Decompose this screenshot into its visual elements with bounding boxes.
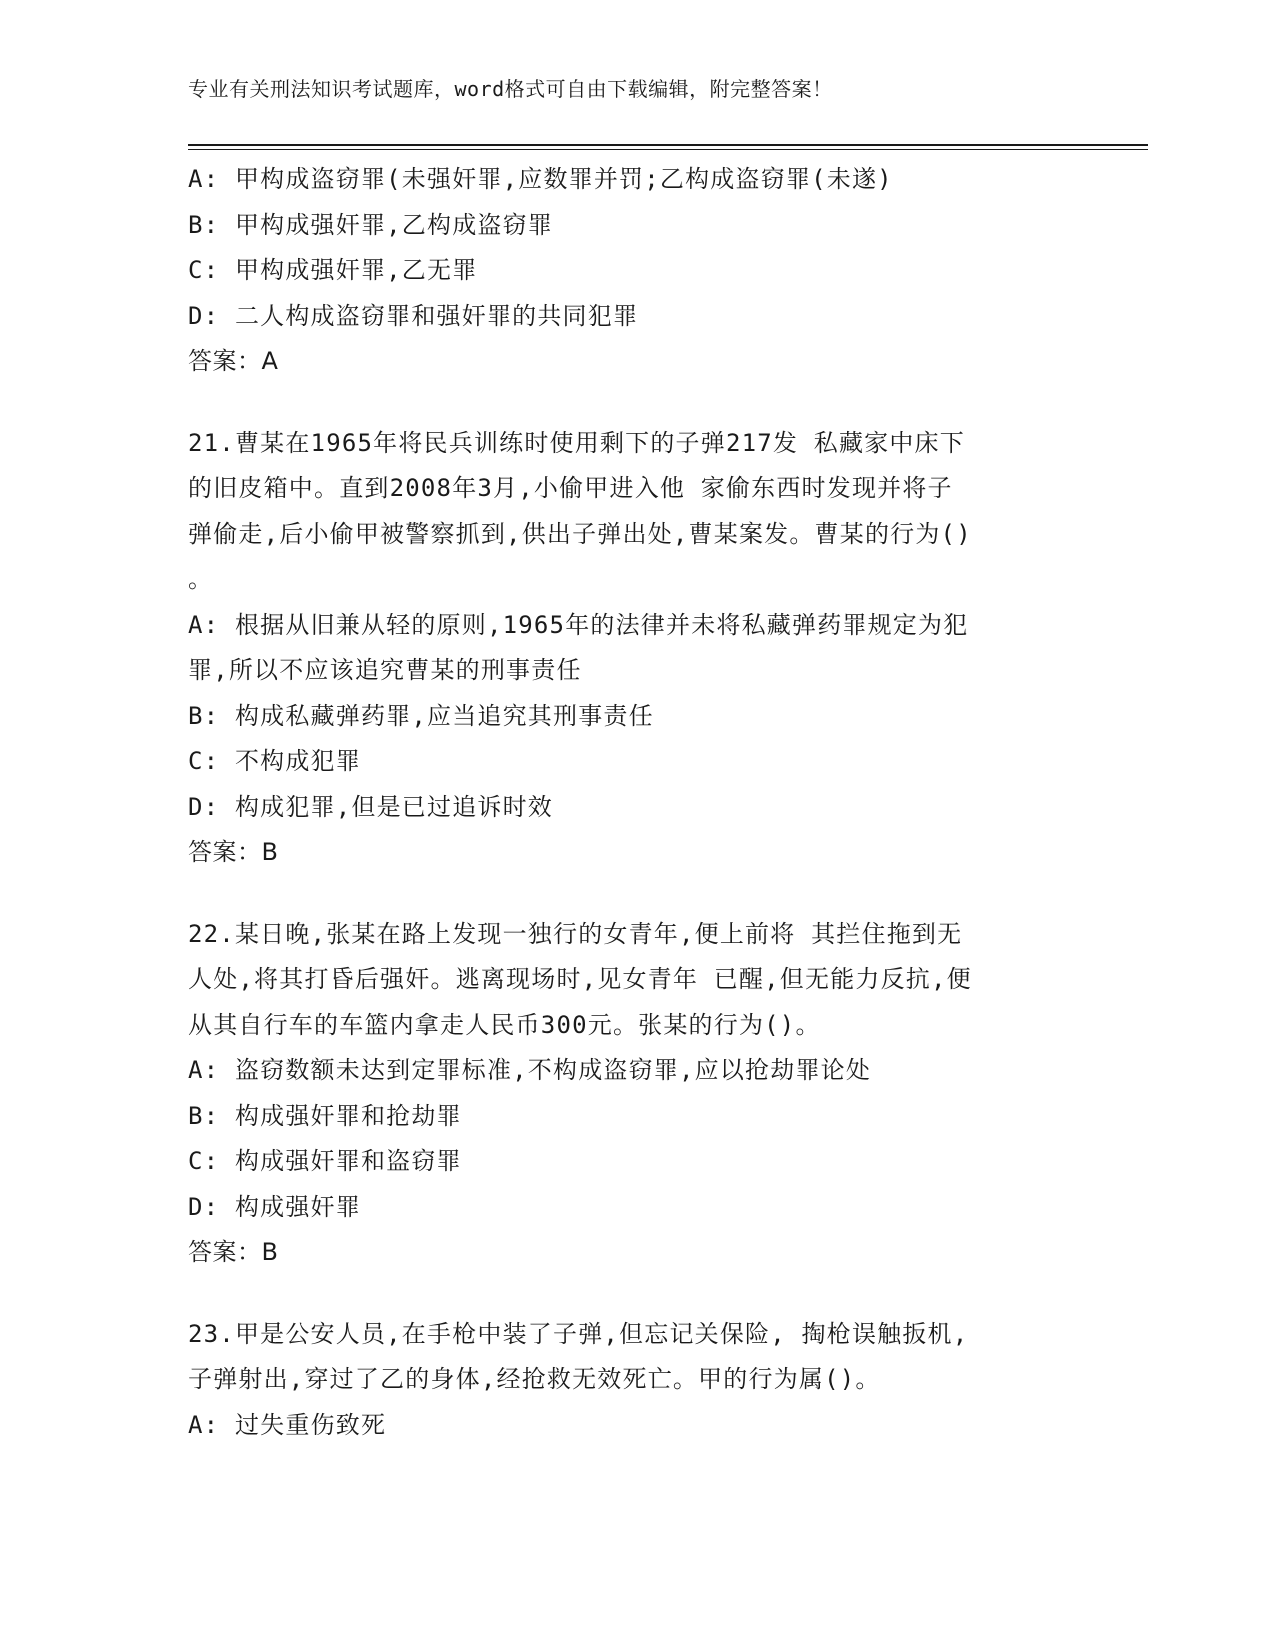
option-b: B: 甲构成强奸罪,乙构成盗窃罪	[188, 210, 553, 239]
question-stem-line: 子弹射出,穿过了乙的身体,经抢救无效死亡。甲的行为属()。	[188, 1365, 881, 1393]
option-c: C: 甲构成强奸罪,乙无罪	[188, 256, 478, 284]
spacer	[188, 876, 1068, 912]
question-22	[188, 912, 1068, 1276]
header-divider	[188, 144, 1148, 150]
option-b: B: 构成强奸罪和抢劫罪	[188, 1101, 462, 1130]
question-23	[188, 1312, 1068, 1449]
answer: 答案：B	[188, 838, 279, 866]
option-a: A: 盗窃数额未达到定罪标准,不构成盗窃罪,应以抢劫罪论处	[188, 1056, 872, 1084]
spacer	[188, 1276, 1068, 1312]
option-a-continuation: 罪,所以不应该追究曹某的刑事责任	[188, 656, 582, 684]
option-d: D: 二人构成盗窃罪和强奸罪的共同犯罪	[188, 301, 639, 330]
option-d: D: 构成强奸罪	[188, 1192, 361, 1221]
question-stem-line: 23.甲是公安人员,在手枪中装了子弹,但忘记关保险, 掏枪误触扳机,	[188, 1319, 969, 1348]
option-a: A: 过失重伤致死	[188, 1410, 387, 1439]
question-stem-line: 。	[188, 565, 214, 593]
option-a: A: 根据从旧兼从轻的原则,1965年的法律并未将私藏弹药罪规定为犯	[188, 610, 969, 639]
option-d: D: 构成犯罪,但是已过追诉时效	[188, 792, 553, 821]
question-stem-line: 人处,将其打昏后强奸。逃离现场时,见女青年 已醒,但无能力反抗,便	[188, 965, 972, 993]
answer: 答案：B	[188, 1238, 279, 1266]
option-c: C: 不构成犯罪	[188, 747, 361, 775]
question-stem-line: 从其自行车的车篮内拿走人民币300元。张某的行为()。	[188, 1010, 821, 1039]
question-stem-line: 21.曹某在1965年将民兵训练时使用剩下的子弹217发 私藏家中床下	[188, 428, 965, 457]
spacer	[188, 385, 1068, 421]
question-stem-line: 22.某日晚,张某在路上发现一独行的女青年,便上前将 其拦住拖到无	[188, 919, 963, 948]
question-21	[188, 421, 1068, 876]
option-b: B: 构成私藏弹药罪,应当追究其刑事责任	[188, 701, 654, 730]
document-body	[188, 157, 1068, 1448]
question-stem-line: 的旧皮箱中。直到2008年3月,小偷甲进入他 家偷东西时发现并将子	[188, 474, 953, 502]
question-stem-line: 弹偷走,后小偷甲被警察抓到,供出子弹出处,曹某案发。曹某的行为()	[188, 519, 972, 548]
document-header: 专业有关刑法知识考试题库，word格式可自由下载编辑，附完整答案！	[188, 77, 833, 101]
option-a: A: 甲构成盗窃罪(未强奸罪,应数罪并罚;乙构成盗窃罪(未遂)	[188, 165, 893, 193]
option-c: C: 构成强奸罪和盗窃罪	[188, 1147, 462, 1175]
answer: 答案：A	[188, 347, 279, 375]
question-20-tail	[188, 157, 1068, 385]
